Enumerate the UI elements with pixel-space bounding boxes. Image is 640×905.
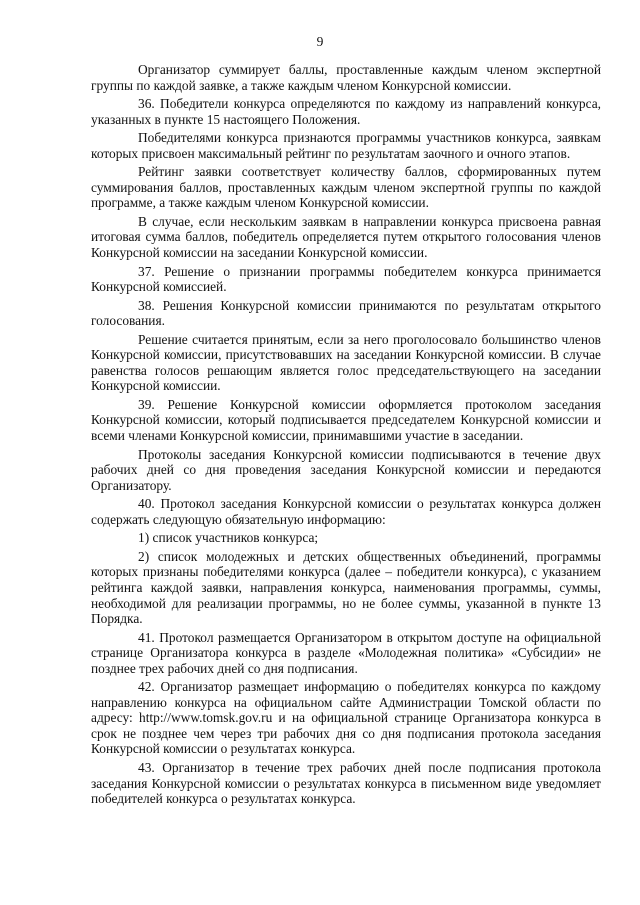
paragraph-clause-38: 38. Решения Конкурсной комиссии принимаются по результатам открытого голосования. — [91, 297, 601, 329]
document-body — [91, 62, 601, 807]
paragraph-clause-37: 37. Решение о признании программы победителем конкурса принимается Конкурсной комиссией. — [91, 263, 601, 295]
page-number: 9 — [316, 34, 324, 49]
paragraph-clause-40: 40. Протокол заседания Конкурсной комиссии о результатах конкурса должен содержать следующую обязательную информацию: — [91, 496, 601, 527]
paragraph: Организатор суммирует баллы, проставленные каждым членом экспертной группы по каждой заявке, а также каждым членом Конкурсной комиссии. — [91, 62, 601, 93]
list-item: 1) список участников конкурса; — [138, 530, 319, 546]
paragraph-clause-43: 43. Организатор в течение трех рабочих дней после подписания протокола заседания Конкурсной комиссии о результатах конкурса в письменном виде уведомляет победителей конкурса о результатах конкурса. — [91, 759, 601, 807]
paragraph-clause-41: 41. Протокол размещается Организатором в открытом доступе на официальной странице Организатора конкурса в разделе «Молодежная политика» «Субсидии» не позднее трех рабочих дней со дня подписания. — [91, 629, 601, 676]
paragraph-clause-36: 36. Победители конкурса определяются по каждому из направлений конкурса, указанных в пункте 15 настоящего Положения. — [91, 96, 601, 127]
paragraph: Рейтинг заявки соответствует количеству баллов, сформированных путем суммирования баллов, проставленных каждым членом экспертной группы по каждой программе, а также каждым членом Конкурсной комиссии. — [91, 164, 601, 211]
paragraph: Победителями конкурса признаются программы участников конкурса, заявкам которых присвоен максимальный рейтинг по результатам заочного и очного этапов. — [91, 130, 601, 161]
paragraph-clause-39: 39. Решение Конкурсной комиссии оформляется протоколом заседания Конкурсной комиссии, который подписывается председателем Конкурсной комиссии и всеми членами Конкурсной комиссии, принимавшими участие в заседании. — [91, 396, 601, 444]
paragraph: Протоколы заседания Конкурсной комиссии подписываются в течение двух рабочих дней со дня проведения заседания Конкурсной комиссии и передаются Организатору. — [91, 446, 601, 493]
paragraph-clause-42: 42. Организатор размещает информацию о победителях конкурса по каждому направлению конкурса на официальном сайте Администрации Томской области по адресу: http://www.tomsk.gov.ru и на официальной странице Организатора конкурса в срок не позднее чем через три рабочих дня со дня подписания протокола заседания Конкурсной комиссии о результатах конкурса. — [91, 679, 601, 757]
list-item: 2) список молодежных и детских общественных объединений, программы которых признаны победителями конкурса (далее – победители конкурса), с указанием рейтинга каждой заявки, направления конкурса, наименования программы, суммы, необходимой для реализации программы, но не более суммы, указанной в пункте 13 Порядка. — [91, 548, 601, 627]
paragraph: Решение считается принятым, если за него проголосовало большинство членов Конкурсной комиссии, присутствовавших на заседании Конкурсной комиссии. В случае равенства голосов решающим является голос председательствующего на заседании Конкурсной комиссии. — [91, 331, 601, 394]
paragraph: В случае, если нескольким заявкам в направлении конкурса присвоена равная итоговая сумма баллов, победитель определяется путем открытого голосования членов Конкурсной комиссии на заседании Конкурсной комиссии. — [91, 213, 601, 261]
